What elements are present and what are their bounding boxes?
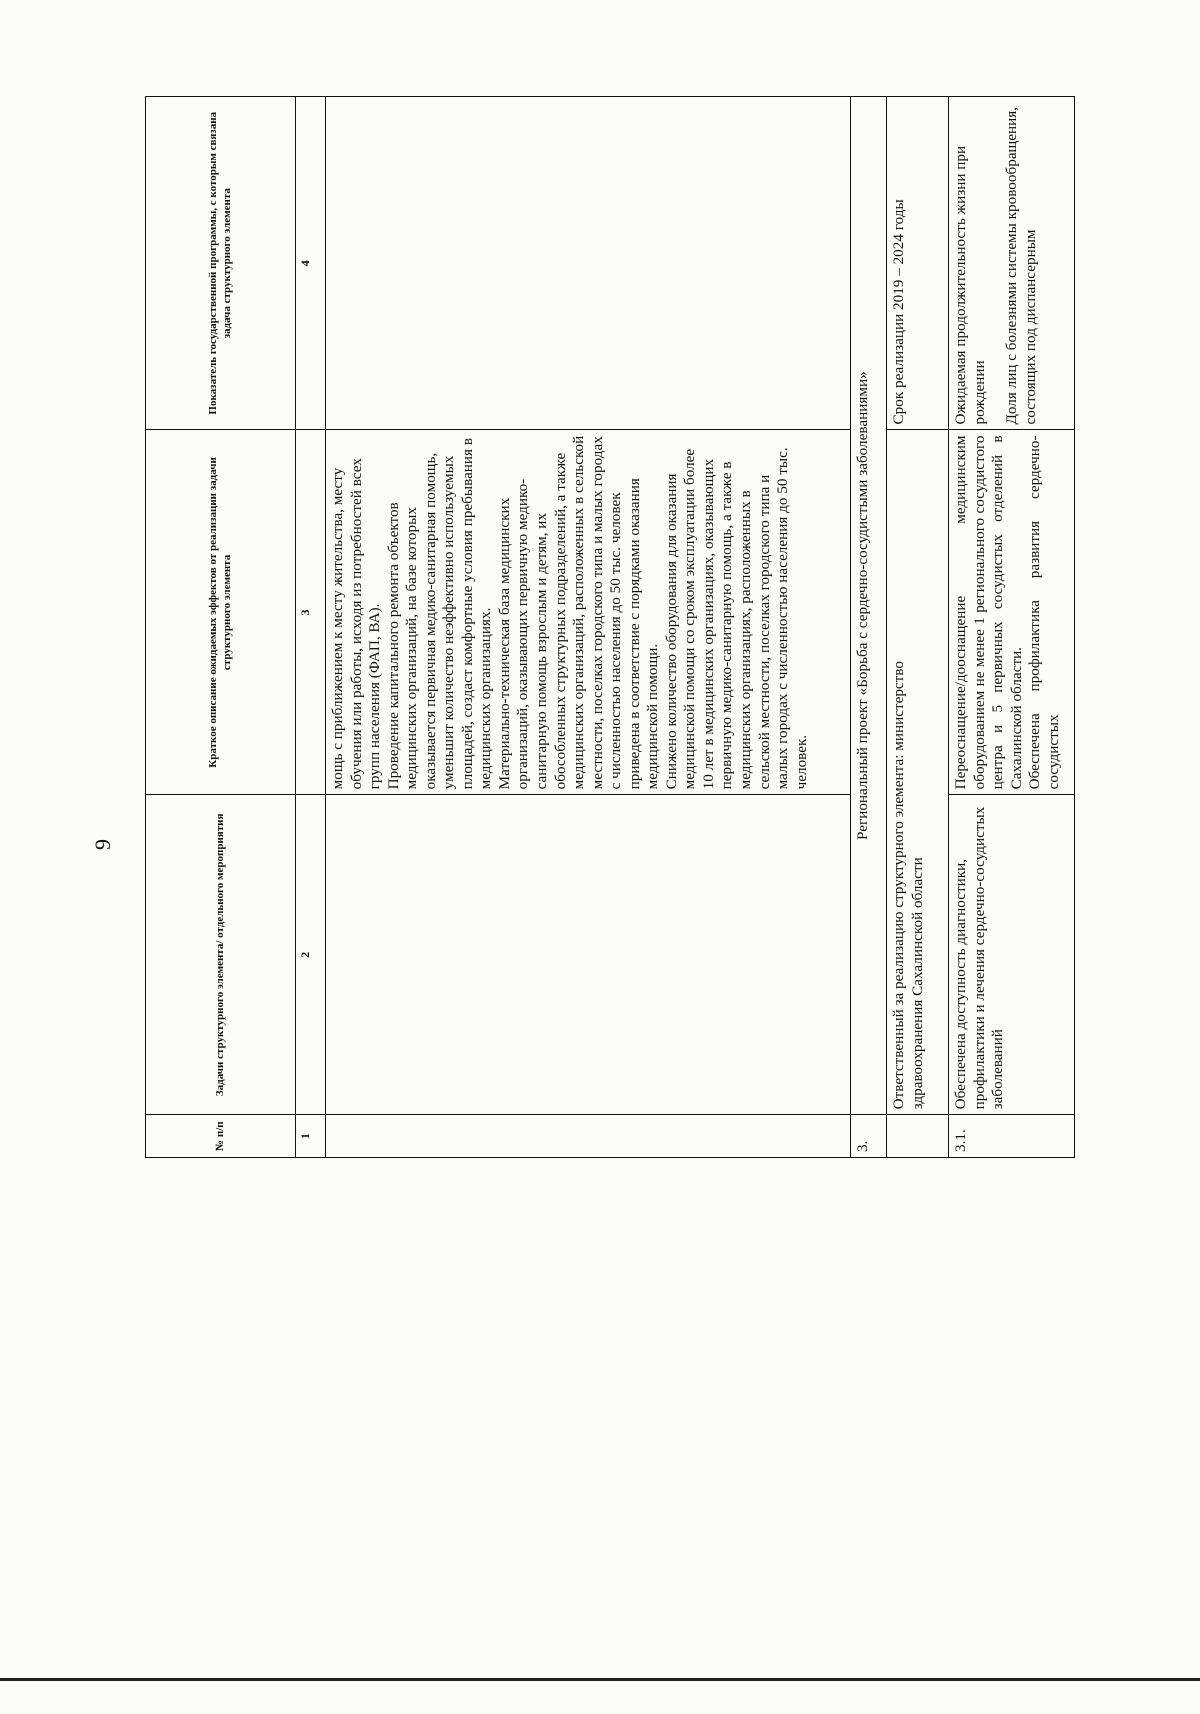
header-effects: Краткое описание ожидаемых эффектов от реализации задачи структурного элемента xyxy=(146,430,296,795)
column-number-row xyxy=(296,97,326,1158)
responsible-text: Ответственный за реализацию структурного элемента: министерство здравоохранения Сахалинской области xyxy=(887,430,949,1115)
effect-paragraph: Снижено количество оборудования для оказания медицинской помощи со сроком эксплуатации более 10 лет в медицинских организациях, оказывающих первичную медико-санитарную помощь, а также в медицинских организациях, расположенных в сельской местности, поселках городского типа и малых городах с численностью населения до 50 тыс. человек. xyxy=(662,447,810,790)
effect-paragraph: Обеспечена профилактика развития сердечно-сосудистых xyxy=(1026,435,1062,790)
section-number: 3. xyxy=(851,1115,887,1158)
effect-paragraph: Проведение капитального ремонта объектов медицинских организаций, на базе которых оказывается первичная медико-санитарная помощь, уменьшит количество неэффективно используемых площадей, создаст комфортные условия пребывания в медицинских организациях. xyxy=(384,437,495,790)
continued-indicator-cell xyxy=(326,97,851,430)
row-3-1 xyxy=(949,97,1075,1158)
continued-effects-cell xyxy=(326,430,851,795)
column-number: 4 xyxy=(296,97,326,430)
continued-task-cell xyxy=(326,795,851,1115)
page-number: 9 xyxy=(90,839,115,850)
scan-edge-line xyxy=(0,1678,1200,1681)
indicator-text: Доля лиц с болезнями системы кровообращения, состоящих под диспансерным xyxy=(1003,106,1039,425)
row-3-1-number: 3.1. xyxy=(949,1115,1075,1158)
section-row xyxy=(851,97,887,1158)
header-row xyxy=(146,97,296,1158)
responsible-row xyxy=(887,97,949,1158)
continued-number-cell xyxy=(326,1115,851,1158)
effect-paragraph: Материально-техническая база медицинских организаций, оказывающих первичную медико-санитарную помощь взрослым и детям, их обособленных структурных подразделений, а также медицинских организаций, расположенных в сельской местности, поселках городского типа и малых городах с численностью населения до 50 тыс. человек приведена в соответствие с порядками оказания медицинской помощи. xyxy=(495,435,662,790)
rotated-table-frame xyxy=(145,96,1090,1158)
program-table xyxy=(145,96,1075,1158)
column-number: 1 xyxy=(296,1115,326,1158)
row-3-1-effects xyxy=(949,430,1075,795)
column-number: 3 xyxy=(296,430,326,795)
row-3-1-indicators xyxy=(949,97,1075,430)
indicator-text: Ожидаемая продолжительность жизни при рождении xyxy=(952,145,988,425)
header-indicator: Показатель государственной программы, с которым связана задача структурного элемента xyxy=(146,97,296,430)
row-3-1-task: Обеспечена доступность диагностики, профилактики и лечения сердечно-сосудистых заболеваний xyxy=(949,795,1075,1115)
period-text: Срок реализации 2019 – 2024 годы xyxy=(887,97,949,430)
responsible-number-cell xyxy=(887,1115,949,1158)
column-number: 2 xyxy=(296,795,326,1115)
header-task: Задачи структурного элемента/ отдельного мероприятия xyxy=(146,795,296,1115)
section-title: Региональный проект «Борьба с сердечно-сосудистыми заболеваниями» xyxy=(851,97,887,1115)
header-number: № п/п xyxy=(146,1115,296,1158)
effect-paragraph: мощь с приближением к месту жительства, месту обучения или работы, исходя из потребностей всех групп населения (ФАП, ВА). xyxy=(329,458,384,790)
continued-row xyxy=(326,97,851,1158)
effect-paragraph: Переоснащение/дооснащение медицинским оборудованием не менее 1 регионального сосудистого центра и 5 первичных сосудистых отделений в Сахалинской области. xyxy=(952,435,1025,790)
